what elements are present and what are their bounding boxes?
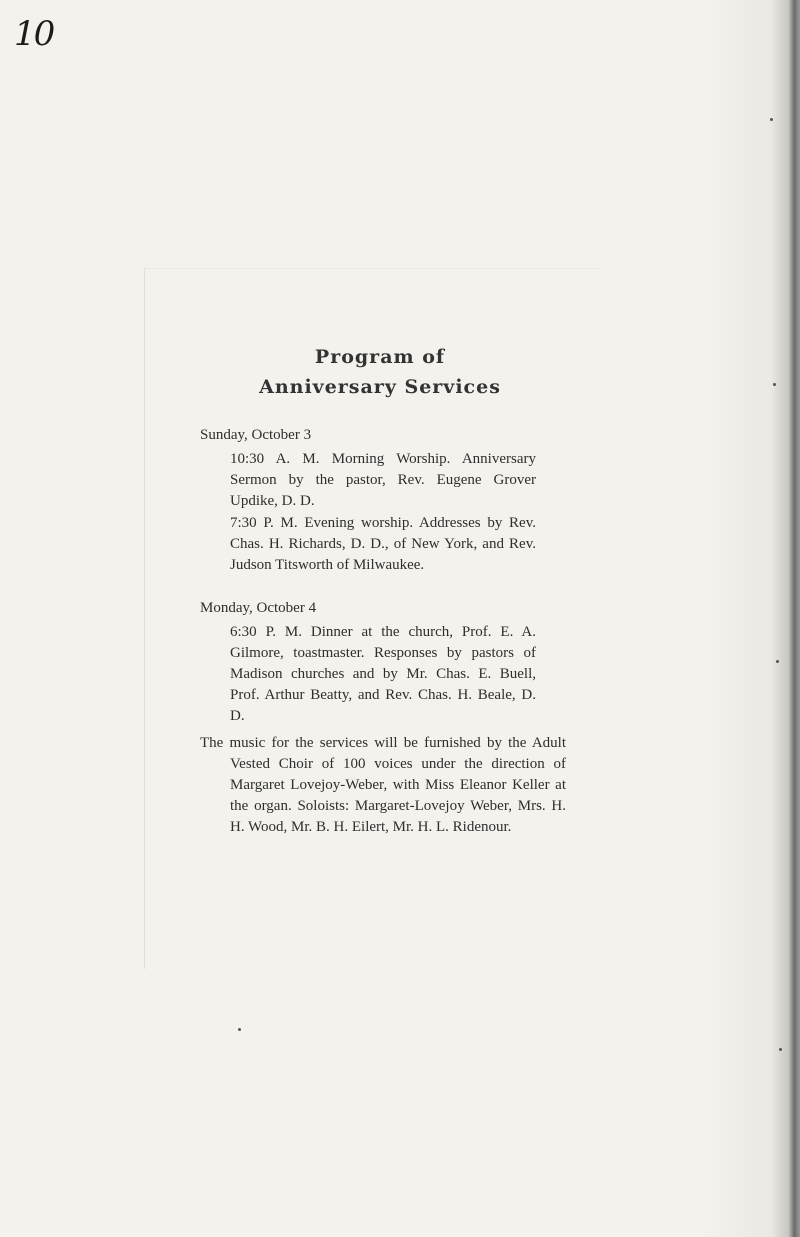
program-entry: 10:30 A. M. Morning Worship. Anniversary Sermon by the pastor, Rev. Eugene Grover Updike, D. D. bbox=[230, 451, 536, 509]
speck bbox=[773, 383, 776, 386]
day-heading-sunday: Sunday, October 3 bbox=[200, 427, 312, 443]
music-note: The music for the services will be furnished by the Adult Vested Choir of 100 voices under the direction of Margaret Lovejoy-Weber, with Miss Eleanor Keller at the organ. Soloists: Margaret-Lovejoy Weber, Mrs. H. H. Wood, Mr. B. H. Eilert, Mr. H. L. Ridenour. bbox=[200, 735, 566, 835]
speck bbox=[779, 1048, 782, 1051]
speck bbox=[770, 118, 773, 121]
speck bbox=[776, 660, 779, 663]
program-entry: 7:30 P. M. Evening worship. Addresses by Rev. Chas. H. Richards, D. D., of New York, and Rev. Judson Titsworth of Milwaukee. bbox=[230, 515, 536, 573]
title-line-1: Program of bbox=[314, 346, 446, 368]
program-entry: 6:30 P. M. Dinner at the church, Prof. E. A. Gilmore, toastmaster. Responses by pastors of Madison churches and by Mr. Chas. E. Buell, Prof. Arthur Beatty, and Rev. Chas. H. Beale, D. D. bbox=[230, 624, 536, 724]
title-line-2: Anniversary Services bbox=[259, 376, 501, 398]
page-number: 10 bbox=[14, 14, 54, 54]
speck bbox=[238, 1028, 241, 1031]
scan-right-edge bbox=[704, 0, 800, 1237]
day-heading-monday: Monday, October 4 bbox=[200, 600, 317, 616]
